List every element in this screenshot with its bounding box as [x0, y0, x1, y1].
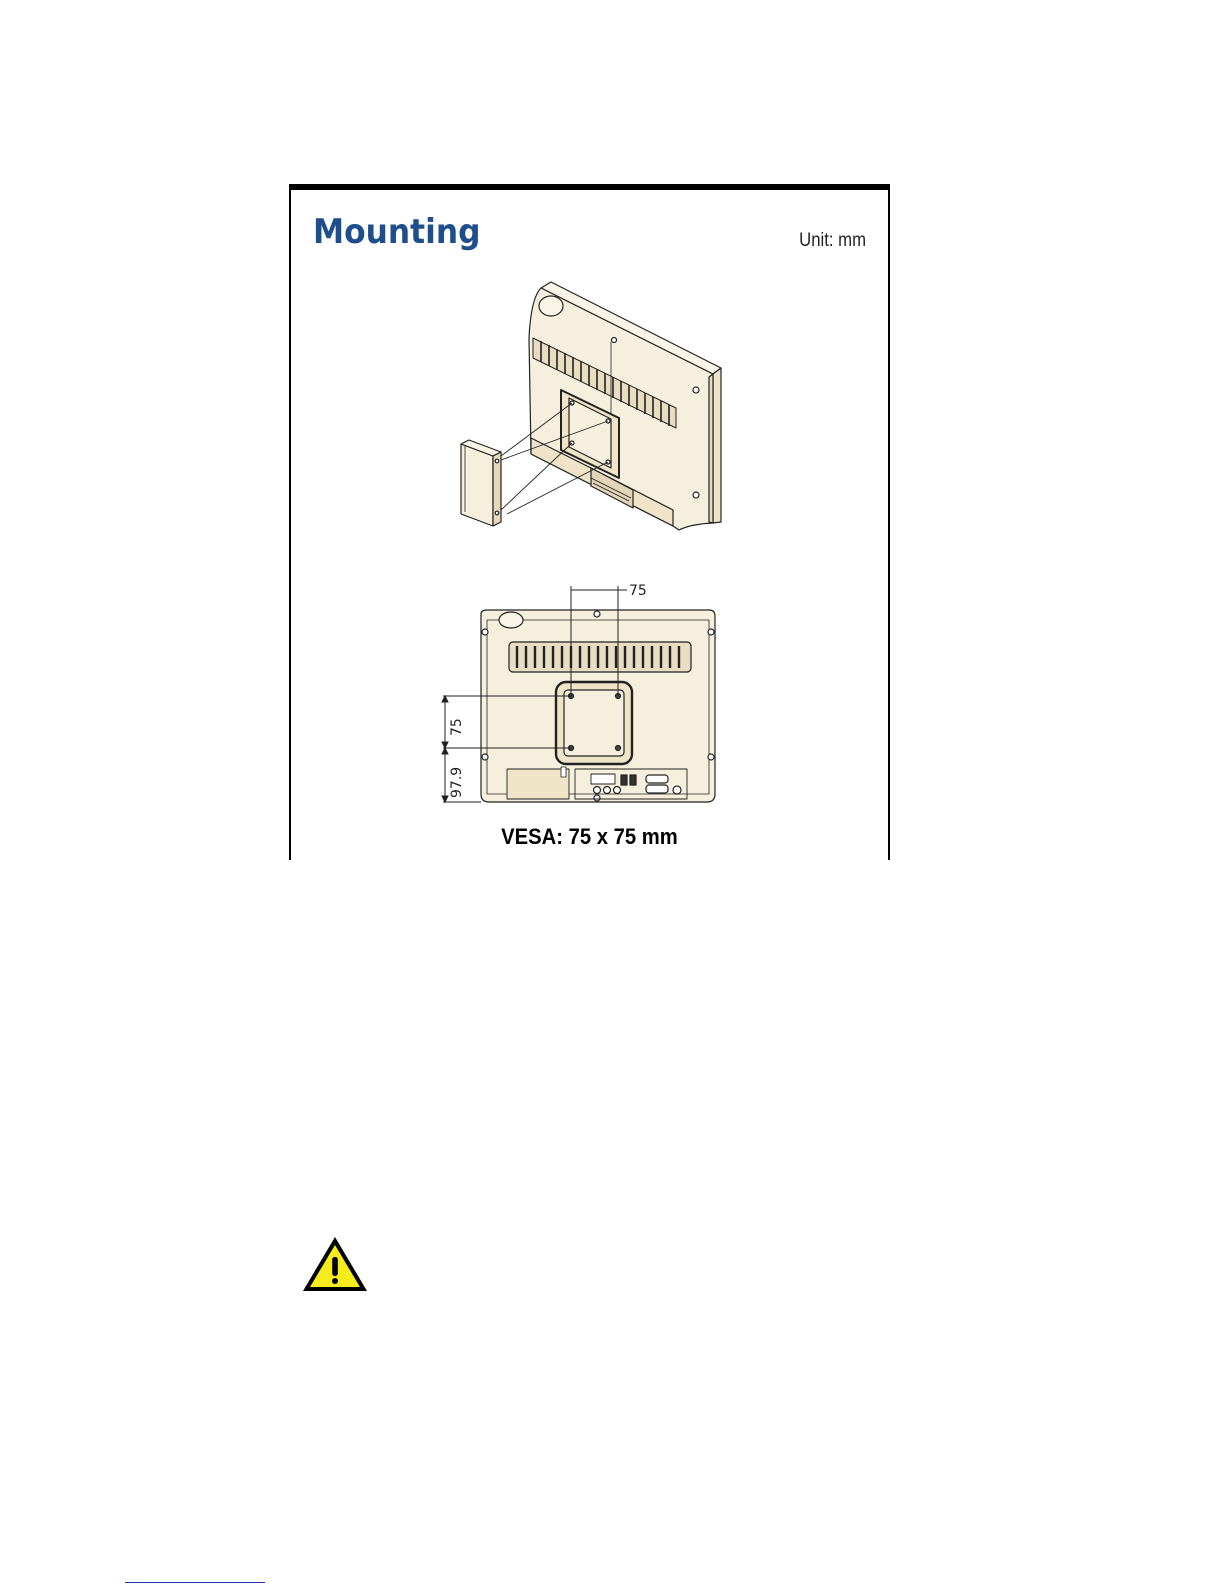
section-title: Mounting: [313, 212, 481, 252]
unit-label: Unit: mm: [799, 230, 866, 251]
vesa-caption: VESA: 75 x 75 mm: [501, 824, 678, 849]
warning-triangle-icon: [300, 1234, 370, 1294]
footnote-separator: [125, 1582, 265, 1583]
rear-view-dimension-drawing: [431, 572, 731, 812]
dimension-horizontal-75: 75: [629, 583, 647, 599]
dimension-vertical-75: 75: [449, 718, 465, 736]
dimension-bottom-offset: 97.9: [449, 766, 465, 798]
isometric-mounting-drawing: [451, 278, 751, 563]
mounting-figure-panel: [289, 184, 890, 860]
